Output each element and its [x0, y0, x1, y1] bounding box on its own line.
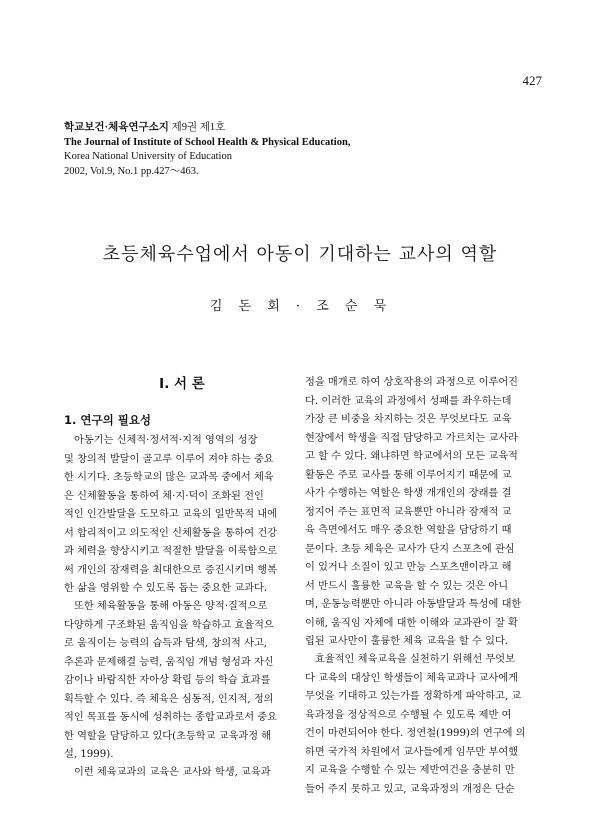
section-heading: Ⅰ. 서 론	[159, 376, 205, 392]
left-paragraph-2	[64, 598, 300, 765]
text-line: 효율적인 체육교육을 실천하기 위해선 무엇보	[315, 654, 515, 665]
paper-title: 초등체육수업에서 아동이 기대하는 교사의 역할	[102, 244, 498, 265]
text-line: 아동기는 신체적·정서적·지적 영역의 성장	[74, 435, 258, 446]
paper-authors: 김 돈 회 · 조 순 묵	[209, 299, 391, 314]
text-line: 며, 운동능력뿐만 아니라 아동발달과 특성에 대한	[305, 599, 522, 610]
text-line: 문이다. 초등 체육은 교사가 단지 스포츠에 관심	[305, 543, 515, 555]
text-line: 로 움직이는 능력의 습득과 탐색, 창의적 사고,	[64, 638, 268, 649]
journal-citation	[64, 121, 534, 179]
left-paragraph-3	[64, 764, 300, 783]
text-line: 다 교육의 대상인 학생들이 체육교과나 교사에게	[305, 672, 519, 684]
text-line: 서 합리적이고 의도적인 신체활동을 통하여 건강	[64, 527, 278, 539]
text-line: 및 창의적 발달이 골고루 이루어 져야 하는 중요	[64, 453, 274, 465]
journal-name-english: The Journal of Institute of School Health & Physical Education,	[64, 136, 351, 148]
text-line: 건이 마련되어야 한다. 정연철(1999)의 연구에 의	[305, 728, 526, 739]
text-line: 추론과 문제해결 능력, 움직임 개념 형성과 자신	[64, 656, 274, 668]
text-line: 이해, 움직임 자체에 대한 이해와 교과관이 잘 확	[305, 617, 518, 629]
text-line: 다. 이러한 교육의 과정에서 성패를 좌우하는데	[305, 395, 512, 407]
text-line: 고 할 수 있다. 왜냐하면 학교에서의 모든 교육적	[305, 451, 518, 462]
text-line: 적인 목표를 동시에 성취하는 종합교과로서 중요	[64, 712, 278, 723]
right-paragraph-2	[305, 651, 541, 799]
text-line: 이런 체육교과의 교육은 교사와 학생, 교육과	[74, 767, 271, 778]
text-line: 이 있거나 소질이 있고 만능 스포츠맨이라고 해	[305, 562, 512, 573]
text-line: 립된 교사만이 훌륭한 체육 교육을 할 수 있다.	[305, 636, 509, 647]
text-line: 무엇을 기대하고 있는가를 정확하게 파악하고, 교	[305, 691, 522, 702]
text-line: 활동은 주로 교사를 통해 이루어지기 때문에 교	[305, 469, 512, 481]
text-line: 사가 수행하는 역할은 학생 개개인의 장래를 결	[305, 488, 512, 499]
text-line: 지 교육을 수행할 수 있는 제반여건을 충분히 만	[305, 765, 515, 776]
text-line: 한 역할을 담당하고 있다(초등학교 교육과정 해	[64, 730, 272, 742]
text-line: 획득할 수 있다. 즉 체육은 심동적, 인지적, 정의	[64, 693, 274, 705]
text-line: 육과정을 정상적으로 수행될 수 있도록 제반 여	[305, 709, 512, 721]
journal-name-korean: 학교보건·체육연구소지	[64, 122, 169, 133]
journal-volume-pages: 2002, Vol.9, No.1 pp.427～463.	[64, 165, 199, 177]
text-line: 육 측면에서도 매우 중요한 역할을 담당하기 때	[305, 525, 512, 536]
text-line: 감이나 바람직한 자아상 확립 등의 학습 효과를	[64, 675, 271, 686]
text-line: 설, 1999).	[64, 749, 114, 760]
text-line: 정지어 주는 표면적 교육뿐만 아니라 잠재적 교	[305, 506, 512, 518]
text-line: 은 신체활동을 통하여 체·지·덕이 조화된 전인	[64, 490, 264, 502]
journal-volume-korean: 제9권 제1호	[168, 122, 226, 133]
journal-institution: Korea National University of Education	[64, 151, 232, 162]
text-line: 하면 국가적 차원에서 교사들에게 임무만 부여했	[305, 746, 519, 758]
text-line: 과 체력을 향상시키고 적절한 발달을 이룩함으로	[64, 546, 278, 557]
left-paragraph-1	[64, 432, 300, 599]
text-line: 또한 체육활동을 통해 아동은 양적·질적으로	[74, 601, 268, 612]
text-line: 써 개인의 잠재력을 최대한으로 증진시키며 행복	[64, 564, 278, 576]
text-line: 현장에서 학생을 직접 담당하고 가르치는 교사라	[305, 432, 519, 444]
text-line: 가장 큰 비중을 차지하는 것은 무엇보다도 교육	[305, 414, 512, 425]
text-line: 들어 주지 못하고 있고, 교육과정의 개정은 단순	[305, 783, 515, 795]
text-line: 한 삶을 영위할 수 있도록 돕는 중요한 교과다.	[64, 583, 268, 594]
subsection-heading: 1. 연구의 필요성	[64, 413, 152, 427]
text-line: 서 반드시 훌륭한 교육을 할 수 있는 것은 아니	[305, 580, 509, 592]
text-line: 한 시기다. 초등학교의 많은 교과목 중에서 체육	[64, 472, 274, 483]
text-line: 정을 매개로 하여 상호작용의 과정으로 이루어진	[305, 377, 519, 388]
text-line: 적인 인간발달을 도모하고 교육의 일반목적 내에	[64, 509, 278, 520]
right-paragraph-1	[305, 374, 541, 652]
journal-line-1	[64, 121, 534, 136]
page-number: 427	[522, 73, 542, 88]
text-line: 다양하게 구조화된 움직임을 학습하고 효율적으	[64, 619, 274, 631]
